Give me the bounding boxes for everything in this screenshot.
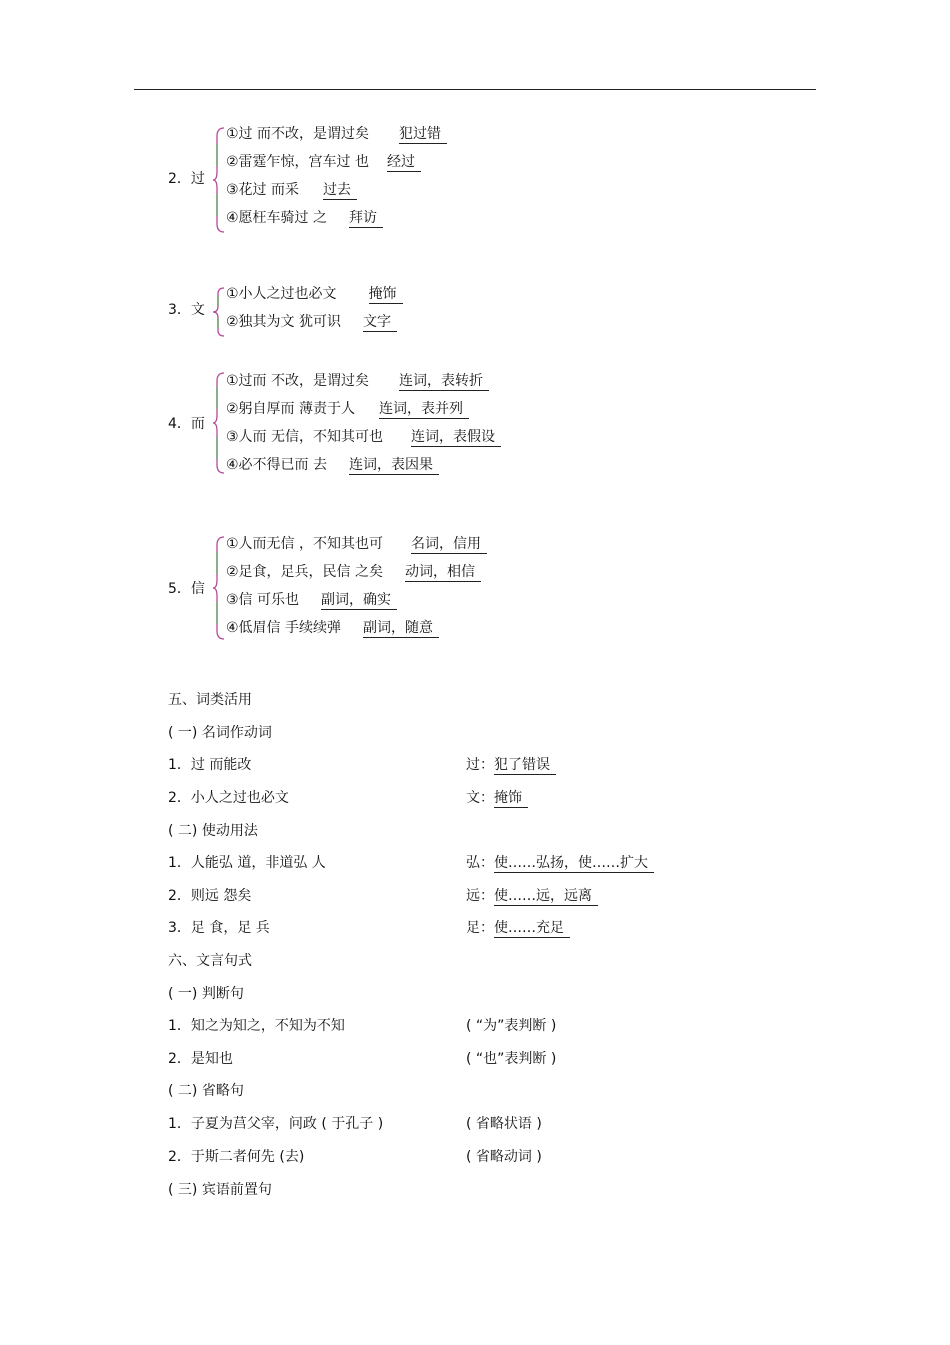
example-note: ( 省略状语 ) (466, 1116, 542, 1132)
answer: 文字 (363, 314, 397, 332)
example-sentence: 1．人能弘 道，非道弘 人 (168, 855, 326, 871)
group-number: 4．而 (168, 416, 205, 432)
subsection-title: ( 二) 省略句 (168, 1083, 244, 1099)
answer: 拜访 (349, 210, 383, 228)
group-item: ③信 可乐也 副词，确实 (226, 590, 397, 610)
example-note: ( 省略动词 ) (466, 1149, 542, 1165)
answer: 犯了错误 (494, 757, 556, 775)
answer: 副词，随意 (363, 620, 439, 638)
subsection-title: ( 一) 判断句 (168, 986, 244, 1002)
group-item: ②躬自厚而 薄责于人 连词，表并列 (226, 399, 469, 419)
example-explanation: 足：使……充足 (466, 918, 570, 938)
group-number: 5．信 (168, 581, 205, 597)
group-item: ②雷霆乍惊，宫车过 也 经过 (226, 152, 421, 172)
group-item: ①过而 不改，是谓过矣 连词，表转折 (226, 371, 489, 391)
answer: 副词，确实 (321, 592, 397, 610)
example-sentence: 2．小人之过也必文 (168, 790, 289, 806)
example-explanation: 弘：使……弘扬，使……扩大 (466, 853, 654, 873)
subsection-title: ( 一) 名词作动词 (168, 725, 272, 741)
answer: 连词，表转折 (399, 373, 489, 391)
answer: 使……远，远离 (494, 888, 598, 906)
answer: 连词，表假设 (411, 429, 501, 447)
answer: 过去 (323, 182, 357, 200)
answer: 掩饰 (494, 790, 528, 808)
group-item: ④必不得已而 去 连词，表因果 (226, 455, 439, 475)
example-note: ( “为”表判断 ) (466, 1018, 557, 1034)
left-brace (212, 126, 226, 234)
left-brace (212, 286, 226, 338)
group-item: ②足食，足兵，民信 之矣 动词，相信 (226, 562, 481, 582)
example-sentence: 2．于斯二者何先 (去) (168, 1149, 305, 1165)
example-note: ( “也”表判断 ) (466, 1051, 557, 1067)
answer: 经过 (387, 154, 421, 172)
group-item: ③人而 无信，不知其可也 连词，表假设 (226, 427, 501, 447)
answer: 连词，表并列 (379, 401, 469, 419)
example-sentence: 3．足 食，足 兵 (168, 920, 270, 936)
section-title: 五、词类活用 (168, 692, 252, 708)
group-item: ①人而无信 ，不知其也可 名词，信用 (226, 534, 487, 554)
header-rule (134, 89, 816, 90)
answer: 使……弘扬，使……扩大 (494, 855, 654, 873)
answer: 名词，信用 (411, 536, 487, 554)
left-brace (212, 371, 226, 475)
answer: 使……充足 (494, 920, 570, 938)
group-item: ③花过 而采 过去 (226, 180, 357, 200)
group-item: ①过 而不改，是谓过矣 犯过错 (226, 124, 447, 144)
left-brace (212, 535, 226, 641)
example-explanation: 文：掩饰 (466, 788, 528, 808)
group-item: ①小人之过也必文 掩饰 (226, 284, 403, 304)
example-sentence: 1．子夏为莒父宰，问政 ( 于孔子 ) (168, 1116, 384, 1132)
subsection-title: ( 三) 宾语前置句 (168, 1182, 272, 1198)
group-item: ④低眉信 手续续弹 副词，随意 (226, 618, 439, 638)
subsection-title: ( 二) 使动用法 (168, 823, 258, 839)
answer: 连词，表因果 (349, 457, 439, 475)
example-sentence: 1．知之为知之，不知为不知 (168, 1018, 345, 1034)
example-explanation: 过：犯了错误 (466, 755, 556, 775)
answer: 动词，相信 (405, 564, 481, 582)
group-number: 2．过 (168, 171, 205, 187)
group-item: ④愿枉车骑过 之 拜访 (226, 208, 383, 228)
section-title: 六、文言句式 (168, 953, 252, 969)
example-sentence: 2．是知也 (168, 1051, 233, 1067)
group-item: ②独其为文 犹可识 文字 (226, 312, 397, 332)
group-number: 3．文 (168, 302, 205, 318)
example-sentence: 2．则远 怨矣 (168, 888, 252, 904)
answer: 掩饰 (369, 286, 403, 304)
answer: 犯过错 (399, 126, 447, 144)
example-sentence: 1．过 而能改 (168, 757, 252, 773)
example-explanation: 远：使……远，远离 (466, 886, 598, 906)
